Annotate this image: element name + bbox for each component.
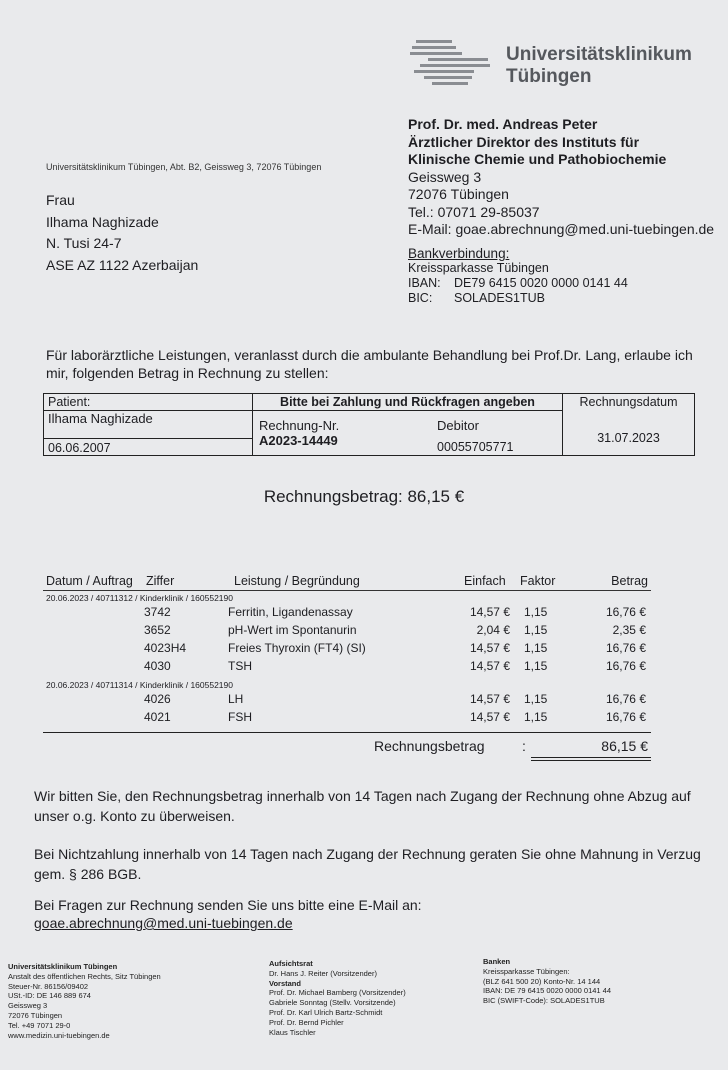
footer-line: Tel. +49 7071 29-0 <box>8 1020 71 1030</box>
row-single: 2,04 € <box>476 623 510 637</box>
debtor-number: 00055705771 <box>437 440 514 454</box>
row-service: TSH <box>228 659 252 673</box>
bic-value: SOLADES1TUB <box>454 291 546 305</box>
invoice-no-label: Rechnung-Nr. <box>259 418 340 433</box>
sender-return-line: Universitätsklinikum Tübingen, Abt. B2, Geissweg 3, 72076 Tübingen <box>46 162 322 172</box>
footer-executive-heading: Vorstand <box>269 978 301 988</box>
col-header-code: Ziffer <box>146 574 175 588</box>
footer-line: Prof. Dr. Karl Ulrich Bartz-Schmidt <box>269 1007 383 1017</box>
invoice-info-box <box>43 393 695 456</box>
bank-name: Kreissparkasse Tübingen <box>408 261 549 275</box>
row-factor: 1,15 <box>524 623 548 637</box>
row-service: Ferritin, Ligandenassay <box>228 605 353 619</box>
total-underline-2 <box>531 760 651 761</box>
footer-line: 72076 Tübingen <box>8 1010 63 1020</box>
footer-line: Anstalt des öffentlichen Rechts, Sitz Tübingen <box>8 971 161 981</box>
row-factor: 1,15 <box>524 641 548 655</box>
invoice-date: 31.07.2023 <box>597 431 660 445</box>
issuer-title-2: Klinische Chemie und Pathobiochemie <box>408 151 667 167</box>
footer-line: (BLZ 641 500 20) Konto-Nr. 14 144 <box>483 976 601 986</box>
row-amount: 16,76 € <box>605 605 646 619</box>
col-header-factor: Faktor <box>520 574 556 588</box>
default-notice-text: Bei Nichtzahlung innerhalb von 14 Tagen nach Zugang der Rechnung geraten Sie ohne Mahnung in Verzug gem. § 286 BGB. <box>34 846 701 882</box>
footer-institution <box>8 962 161 1040</box>
issuer-name: Prof. Dr. med. Andreas Peter <box>408 116 598 132</box>
row-code: 3652 <box>144 623 171 637</box>
footer-line: Prof. Dr. Michael Bamberg (Vorsitzender) <box>269 988 406 998</box>
footer-line: Dr. Hans J. Reiter (Vorsitzender) <box>269 968 377 978</box>
row-code: 4021 <box>144 710 171 724</box>
row-factor: 1,15 <box>524 692 548 706</box>
footer-board-heading: Aufsichtsrat <box>269 959 313 968</box>
contact-email-link[interactable]: goae.abrechnung@med.uni-tuebingen.de <box>34 915 293 931</box>
issuer-street: Geissweg 3 <box>408 168 482 185</box>
iban-value: DE79 6415 0020 0000 0141 44 <box>454 276 628 290</box>
footer-banks-heading: Banken <box>483 957 511 966</box>
row-code: 3742 <box>144 605 171 619</box>
footer-line: Prof. Dr. Bernd Pichler <box>269 1017 344 1027</box>
total-colon: : <box>522 738 526 754</box>
footer-line: www.medizin.uni-tuebingen.de <box>8 1030 110 1040</box>
invoice-ref-cell <box>253 394 563 455</box>
footer-institution-heading: Universitätsklinikum Tübingen <box>8 962 118 971</box>
total-underline-1 <box>531 757 651 758</box>
footer-line: Geissweg 3 <box>8 1001 48 1011</box>
col-header-amount: Betrag <box>611 574 648 588</box>
logo-line-2: Tübingen <box>506 66 592 87</box>
footer-line: Kreissparkasse Tübingen: <box>483 966 570 976</box>
payment-notice: Bitte bei Zahlung und Rückfragen angeben <box>280 395 535 409</box>
row-single: 14,57 € <box>469 605 510 619</box>
clinic-logo-icon <box>410 40 494 90</box>
row-amount: 16,76 € <box>605 692 646 706</box>
issuer-block <box>408 116 714 239</box>
invoice-date-label: Rechnungsdatum <box>579 395 678 409</box>
row-code: 4030 <box>144 659 171 673</box>
order-line-1: 20.06.2023 / 40711312 / Kinderklinik / 160552190 <box>46 593 233 603</box>
row-single: 14,57 € <box>469 692 510 706</box>
logo-line-1: Universitätsklinikum <box>506 44 692 65</box>
footer-line: Klaus Tischler <box>269 1027 316 1037</box>
issuer-phone: Tel.: 07071 29-85037 <box>408 203 540 220</box>
row-factor: 1,15 <box>524 710 548 724</box>
footer-line: Steuer-Nr. 86156/09402 <box>8 981 89 991</box>
bank-heading: Bankverbindung: <box>408 246 510 261</box>
recipient-street: N. Tusi 24-7 <box>46 235 122 251</box>
patient-name: Ilhama Naghizade <box>48 411 153 426</box>
patient-birthdate: 06.06.2007 <box>48 441 111 455</box>
row-service: FSH <box>228 710 252 724</box>
total-label: Rechnungsbetrag <box>374 738 485 754</box>
footer-board <box>269 959 406 1037</box>
recipient-name: Ilhama Naghizade <box>46 213 159 230</box>
row-factor: 1,15 <box>524 605 548 619</box>
recipient-city: ASE AZ 1122 Azerbaijan <box>46 256 199 273</box>
row-single: 14,57 € <box>469 659 510 673</box>
row-service: pH-Wert im Spontanurin <box>228 623 357 637</box>
total-amount: 86,15 € <box>601 738 648 754</box>
bic-label: BIC: <box>408 291 433 305</box>
row-amount: 16,76 € <box>605 641 646 655</box>
row-amount: 2,35 € <box>612 623 646 637</box>
patient-label: Patient: <box>48 395 91 409</box>
footer-line: BIC (SWIFT-Code): SOLADES1TUB <box>483 996 605 1006</box>
row-amount: 16,76 € <box>605 710 646 724</box>
row-code: 4023H4 <box>144 641 187 655</box>
col-header-date: Datum / Auftrag <box>46 574 133 588</box>
col-header-service: Leistung / Begründung <box>234 574 360 588</box>
recipient-address <box>46 190 198 276</box>
footer-line: IBAN: DE 79 6415 0020 0000 0141 44 <box>483 986 612 996</box>
invoice-no: A2023-14449 <box>259 433 338 448</box>
row-service: LH <box>228 692 244 706</box>
patient-cell <box>44 394 253 455</box>
col-header-single: Einfach <box>464 574 506 588</box>
clinic-logo-text <box>506 44 692 88</box>
row-single: 14,57 € <box>469 710 510 724</box>
bank-details <box>408 246 628 306</box>
row-amount: 16,76 € <box>605 659 646 673</box>
row-service: Freies Thyroxin (FT4) (SI) <box>228 641 366 655</box>
issuer-title-1: Ärztlicher Direktor des Instituts für <box>408 133 640 150</box>
header-divider <box>43 590 651 591</box>
row-single: 14,57 € <box>469 641 510 655</box>
payment-request-text: Wir bitten Sie, den Rechnungsbetrag innerhalb von 14 Tagen nach Zugang der Rechnung ohne Abzug auf unser o.g. Konto zu überweisen. <box>34 788 691 824</box>
footer-line: Gabriele Sonntag (Stellv. Vorsitzende) <box>269 998 396 1008</box>
row-factor: 1,15 <box>524 659 548 673</box>
footer-banks <box>483 957 611 1006</box>
contact-text: Bei Fragen zur Rechnung senden Sie uns bitte eine E-Mail an: <box>34 897 422 913</box>
row-code: 4026 <box>144 692 171 706</box>
invoice-date-cell <box>563 394 694 455</box>
recipient-salutation: Frau <box>46 192 75 208</box>
total-divider <box>43 732 651 733</box>
footer-line: USt.-ID: DE 146 889 674 <box>8 991 91 1001</box>
intro-text: Für laborärztliche Leistungen, veranlasst durch die ambulante Behandlung bei Prof.Dr. Lang, erlaube ich mir, folgenden Betrag in Rechnung zu stellen: <box>46 347 693 381</box>
order-line-2: 20.06.2023 / 40711314 / Kinderklinik / 160552190 <box>46 680 233 690</box>
iban-label: IBAN: <box>408 276 441 290</box>
invoice-amount-title: Rechnungsbetrag: 86,15 € <box>263 487 465 506</box>
debtor-label: Debitor <box>437 418 479 433</box>
issuer-city: 72076 Tübingen <box>408 186 509 202</box>
issuer-email: E-Mail: goae.abrechnung@med.uni-tuebingen.de <box>408 221 715 237</box>
